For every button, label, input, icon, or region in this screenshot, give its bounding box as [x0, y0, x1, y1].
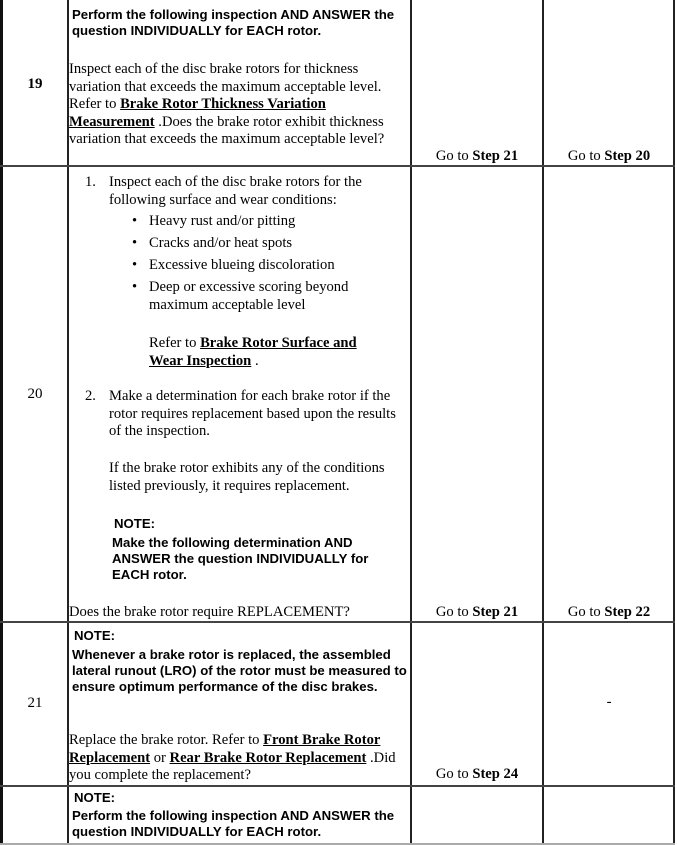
condition-item: • Heavy rust and/or pitting: [132, 213, 296, 229]
goto-step-link[interactable]: Step 21: [472, 604, 519, 620]
yes-result[interactable]: [412, 766, 542, 783]
refer-text: [149, 335, 389, 370]
no-result: -: [606, 694, 612, 710]
note-text: Perform the following inspection AND ANSWER the question INDIVIDUALLY for EACH rotor.: [72, 808, 395, 839]
step-number: 19: [27, 76, 43, 92]
list-item-1-text: Inspect each of the disc brake rotors for the following surface and wear conditions:: [109, 174, 362, 208]
list-item-2-number: 2.: [85, 388, 96, 404]
goto-step-link[interactable]: Step 20: [604, 148, 651, 164]
goto-prefix: Go to: [435, 148, 473, 164]
action-text: [69, 732, 411, 785]
column-divider: [542, 0, 544, 845]
bullet-icon: •: [132, 213, 138, 229]
action-text: [69, 61, 411, 149]
action-text-post: .Does the brake rotor exhibit thickness variation that exceeds the maximum acceptable level?: [69, 113, 385, 147]
column-divider: [673, 0, 675, 845]
condition-item: • Excessive blueing discoloration: [132, 257, 335, 274]
conditions-list: [132, 213, 408, 314]
note-label: NOTE:: [74, 790, 116, 805]
action-text-pre: Replace the brake rotor. Refer to: [69, 732, 264, 748]
link-surface-wear-inspection[interactable]: Brake Rotor Surface and Wear Inspection: [149, 335, 357, 369]
step-number: 20: [27, 386, 43, 402]
action-text-mid: or: [150, 749, 170, 766]
goto-prefix: Go to: [435, 766, 473, 782]
action-text-post: .Did you complete the replacement?: [69, 749, 396, 783]
left-margin-border: [0, 0, 3, 845]
no-result[interactable]: [544, 148, 674, 165]
list-item-2-extra: If the brake rotor exhibits any of the conditions listed previously, it requires replacement.: [109, 460, 385, 494]
goto-prefix: Go to: [435, 604, 473, 620]
goto-step-link[interactable]: Step 21: [472, 148, 519, 164]
row-divider: [0, 165, 675, 167]
bullet-icon: •: [132, 257, 138, 274]
note-text: Perform the following inspection AND ANSWER the question INDIVIDUALLY for EACH rotor.: [72, 7, 395, 38]
yes-result[interactable]: [412, 148, 542, 165]
bullet-icon: •: [132, 279, 138, 296]
link-rear-rotor-replacement[interactable]: Rear Brake Rotor Replacement: [169, 749, 367, 766]
refer-post: .: [251, 352, 259, 369]
condition-item: • Cracks and/or heat spots: [132, 235, 293, 252]
condition-item: • Deep or excessive scoring beyond maximum acceptable level: [132, 279, 349, 313]
goto-step-link[interactable]: Step 24: [472, 766, 519, 782]
list-item-2-text: Make a determination for each brake rotor if the rotor requires replacement based upon the results of the inspection.: [109, 388, 396, 439]
note-label: NOTE:: [114, 516, 156, 531]
no-result[interactable]: [544, 604, 674, 621]
question-text: Does the brake rotor require REPLACEMENT?: [69, 604, 350, 620]
refer-pre: Refer to: [149, 335, 201, 351]
note-text: Whenever a brake rotor is replaced, the assembled lateral runout (LRO) of the rotor must be measured to ensure optimum performance of the disc brakes.: [72, 647, 407, 694]
note-text: Make the following determination AND ANSWER the question INDIVIDUALLY for EACH rotor.: [112, 535, 369, 582]
action-text-pre: Inspect each of the disc brake rotors for thickness variation that exceeds the maximum acceptable level. Refer to: [69, 61, 382, 112]
step-number: 21: [27, 695, 43, 711]
row-divider: [0, 785, 675, 787]
goto-step-link[interactable]: Step 22: [604, 604, 651, 620]
link-front-rotor-replacement[interactable]: Front Brake Rotor Replacement: [69, 732, 381, 766]
link-thickness-variation[interactable]: Brake Rotor Thickness Variation Measurement: [69, 96, 326, 130]
bullet-icon: •: [132, 235, 138, 252]
note-label: NOTE:: [74, 628, 116, 643]
list-item-1-number: 1.: [85, 174, 96, 190]
goto-prefix: Go to: [567, 148, 605, 164]
yes-result[interactable]: [412, 604, 542, 621]
goto-prefix: Go to: [567, 604, 605, 620]
